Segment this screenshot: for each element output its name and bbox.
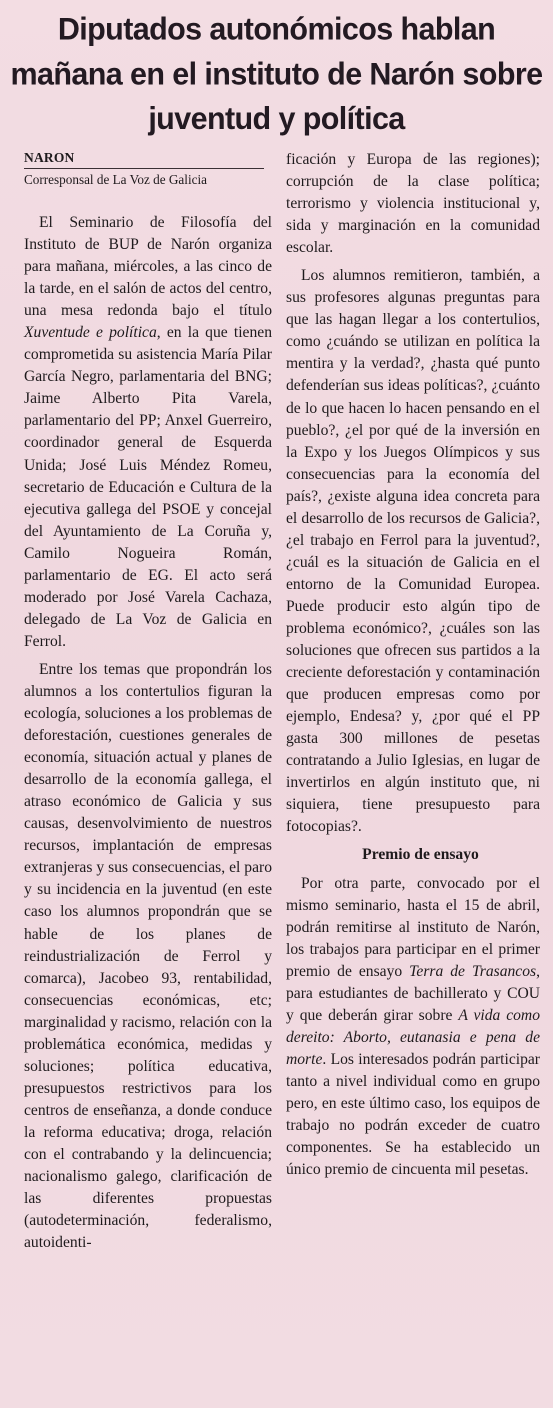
paragraph-essay-prize <box>286 873 540 1182</box>
byline-divider <box>24 168 264 169</box>
event-title: Xuventude e política <box>24 324 157 342</box>
paragraph-essay-text-b: , para estudiantes de bachillerato y COU y que deberán girar sobre <box>286 962 540 1024</box>
byline-role: Corresponsal de La Voz de Galicia <box>24 172 207 187</box>
paragraph-intro-text-a: El Seminario de Filosofía del Instituto de BUP de Narón organiza para mañana, miércoles, a las cinco de la tarde, en el salón de actos del centro, una mesa redonda bajo el título <box>24 214 272 320</box>
article-column-right <box>286 149 540 1181</box>
paragraph-essay-text-a: Por otra parte, convocado por el mismo seminario, hasta el 15 de abril, podrán remitirse al instituto de Narón, los trabajos para participar en el primer premio de ensayo <box>286 874 540 980</box>
paragraph-intro <box>24 212 272 653</box>
paragraph-questions: Los alumnos remitieron, también, a sus profesores algunas preguntas para que las hagan llegar a los contertulios, como ¿cuándo se utilizan en política la mentira y la verdad?, ¿hasta qué punto defenderían sus ideas políticas?, ¿cuánto de lo que hacen lo hacen pensando en el pueblo?, ¿el por qué de la inversión en la Expo y los Juegos Olímpicos y sus consecuencias para la economía del país?, ¿existe alguna idea concreta para el desarrollo de los recursos de Galicia?, ¿el trabajo en Ferrol para la juventud?, ¿cuál es la situación de Galicia en el entorno de la Comunidad Europea. Puede producir esto algún tipo de problema económico?, ¿cuáles son las soluciones que ofrecen sus partidos a la creciente deforestación y contaminación que producen empresas como por ejemplo, Endesa? y, ¿por qué el PP gasta 300 millones de pesetas contratando a Julio Iglesias, en lugar de invertirlos en algún instituto que, ni siquiera, tiene presupuesto para fotocopias?. <box>286 267 540 836</box>
paragraph-topics: Entre los temas que propondrán los alumnos a los contertulios figuran la ecología, soluciones a los problemas de deforestación, cuestiones generales de economía, situación actual y planes de desarrollo de la economía gallega, el atraso económico de Galicia y sus causas, desenvolvimiento de nuestros recursos, implantación de empresas extranjeras y sus consecuencias, el paro y su incidencia en la juventud (en este caso los alumnos propondrán que se hable de los planes de reindustrialización de Ferrol y comarca), Jacobeo 93, rentabilidad, consecuencias económicas, etc; marginalidad y racismo, relación con la problemática económica, medidas y soluciones; política educativa, presupuestos restrictivos para los centros de enseñanza, a donde conduce la reforma educativa; droga, relación con el contrabando y la delincuencia; nacionalismo galego, clarificación de las diferentes propuestas (autodeterminación, federalismo, autoidenti- <box>24 660 272 1252</box>
essay-theme: A vida como dereito: Aborto, eutanasia e pena de morte <box>286 1006 540 1068</box>
paragraph-intro-text-b: , en la que tienen comprometida su asistencia María Pilar García Negro, parlamentaria del BNG; Jaime Alberto Pita Varela, parlamentario del PP; Anxel Guerreiro, coordinador general de Esquerda Unida; José Luis Méndez Romeu, secretario de Educación e Cultura de la ejecutiva gallega del PSOE y concejal del Ayuntamiento de La Coruña y, Camilo Nogueira Román, parlamentario de EG. El acto será moderado por José Varela Cachaza, delegado de La Voz de Galicia en Ferrol. <box>24 324 272 650</box>
paragraph-topics-continued: ficación y Europa de las regiones); corrupción de la clase política; terrorismo y violencia institucional y, sida y marginación en la comunidad escolar. <box>286 151 540 257</box>
byline-location: NARON <box>24 150 75 165</box>
prize-title: Terra de Trasancos <box>409 962 537 980</box>
article-column-left <box>24 149 272 1254</box>
paragraph-essay-text-c: . Los interesados podrán participar tanto a nivel individual como en grupo pero, en este último caso, los equipos de trabajo no podrán exceder de cuatro componentes. Se ha establecido un único premio de cincuenta mil pesetas. <box>286 1050 540 1179</box>
section-subhead: Premio de ensayo <box>362 846 479 864</box>
headline: Diputados autonómicos hablan mañana en el instituto de Narón sobre juventud y política <box>10 11 543 137</box>
